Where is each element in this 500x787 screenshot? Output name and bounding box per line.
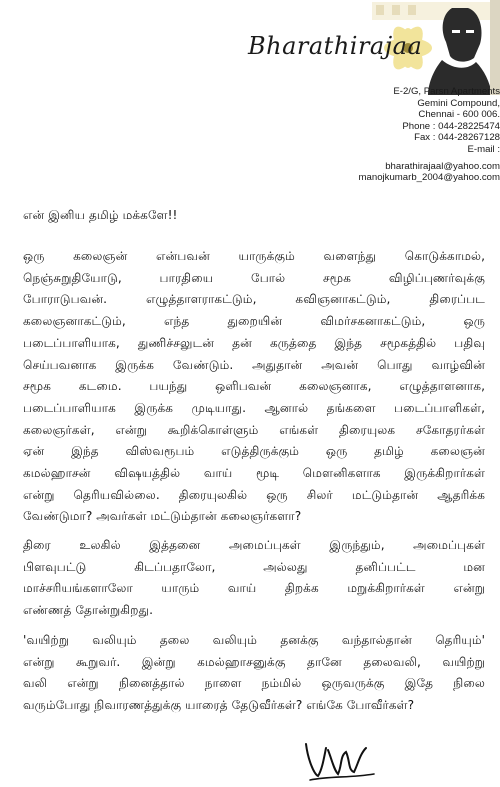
text-line: சமூக கடமை. பயந்து ஒளிபவன் கலைஞனாக, எழுத்தாளனாக, bbox=[23, 379, 485, 394]
fax-line: Fax : 044-28267128 bbox=[414, 132, 500, 144]
text-line: வரும்போது நிவாரணத்துக்கு யாரைத் தேடுவீர்கள்? எங்கே போவீர்கள்? bbox=[23, 698, 415, 713]
text-line: நெஞ்சுறுதியோடு, பாரதியை போல் சமூக விழிப்புணர்வுக்கு bbox=[23, 270, 485, 285]
email-line: bharathirajaal@yahoo.com bbox=[385, 160, 500, 172]
letter-paragraph bbox=[23, 535, 485, 622]
text-line: கலைஞர்கள், என்று கூறிக்கொள்ளும் எங்கள் திரையுலக சகோதரர்கள் bbox=[23, 422, 485, 437]
letterhead-brand-name: Bharathirajaa bbox=[248, 32, 423, 60]
text-line: திரை உலகில் இத்தனை அமைப்புகள் இருந்தும், அமைப்புகள் bbox=[23, 538, 485, 552]
email-label: E-mail : bbox=[467, 143, 500, 155]
address-line: Chennai - 600 006. bbox=[418, 109, 500, 121]
text-line: என்று கூறுவர். இன்று கமல்ஹாசனுக்கு தானே தலைவலி, வயிற்று bbox=[23, 654, 485, 669]
text-line: படைப்பாளியாக, துணிச்சலுடன் தன் கருத்தை இந்த சமூகத்தில் பதிவு bbox=[23, 335, 485, 350]
address-line: E-2/G, Parsn Apartments bbox=[393, 86, 500, 97]
letter-paragraph bbox=[23, 630, 485, 717]
text-line: கமல்ஹாசன் விஷயத்தில் வாய் மூடி மௌனிகளாக இருக்கிறார்கள் bbox=[23, 466, 485, 481]
text-line: படைப்பாளியாக இருக்க முடியாது. ஆனால் தங்களை படைப்பாளிகள், bbox=[23, 400, 485, 415]
text-line: என்று தெரியவில்லை. திரையுலகில் ஒரு சிலர் மட்டும்தான் ஆதரிக்க bbox=[23, 487, 485, 502]
text-line: எண்ணத் தோன்றுகிறது. bbox=[23, 603, 154, 618]
address-line: Gemini Compound, bbox=[417, 97, 500, 109]
text-line: செய்பவனாக இருக்க வேண்டும். அதுதான் அவன் பொது வாழ்வின் bbox=[23, 357, 485, 372]
email-line: manojkumarb_2004@yahoo.com bbox=[358, 172, 500, 184]
letter-paragraph bbox=[23, 246, 485, 528]
text-line: வேண்டுமா? அவர்கள் மட்டும்தான் கலைஞர்களா? bbox=[23, 509, 302, 524]
text-line: ஏன் இந்த விஸ்வரூபம் எடுத்திருக்கும் ஒரு தமிழ் கலைஞன் bbox=[23, 444, 485, 459]
text-line: போராடுபவன். எழுத்தாளராகட்டும், கவிஞனாகட்டும், திரைப்பட bbox=[23, 292, 485, 307]
text-line: கலைஞனாகட்டும், எந்த துறையின் விமர்சகனாகட்டும், ஒரு bbox=[23, 314, 485, 329]
text-line: 'வயிற்று வலியும் தலை வலியும் தனக்கு வந்தால்தான் தெரியும்' bbox=[23, 633, 485, 647]
text-line: ஒரு கலைஞன் என்பவன் யாருக்கும் வளைந்து கொடுக்காமல், bbox=[23, 249, 485, 263]
text-line: மாச்சரியங்களாலோ யாரும் வாய் திறக்க மறுக்கிறார்கள் என்று bbox=[23, 581, 485, 596]
letterhead-address-block bbox=[350, 86, 500, 184]
text-line: வலி என்று நினைத்தால் நாளை நம்மில் ஒருவருக்கு இதே நிலை bbox=[23, 676, 485, 691]
text-line: பிளவுபட்டு கிடப்பதாலோ, அல்லது தனிப்பட்ட மன bbox=[23, 559, 485, 574]
letter-salutation: என் இனிய தமிழ் மக்களே!! bbox=[23, 208, 178, 222]
signature-icon bbox=[300, 730, 380, 783]
phone-line: Phone : 044-28225474 bbox=[402, 120, 500, 132]
handwritten-signature bbox=[300, 730, 380, 783]
